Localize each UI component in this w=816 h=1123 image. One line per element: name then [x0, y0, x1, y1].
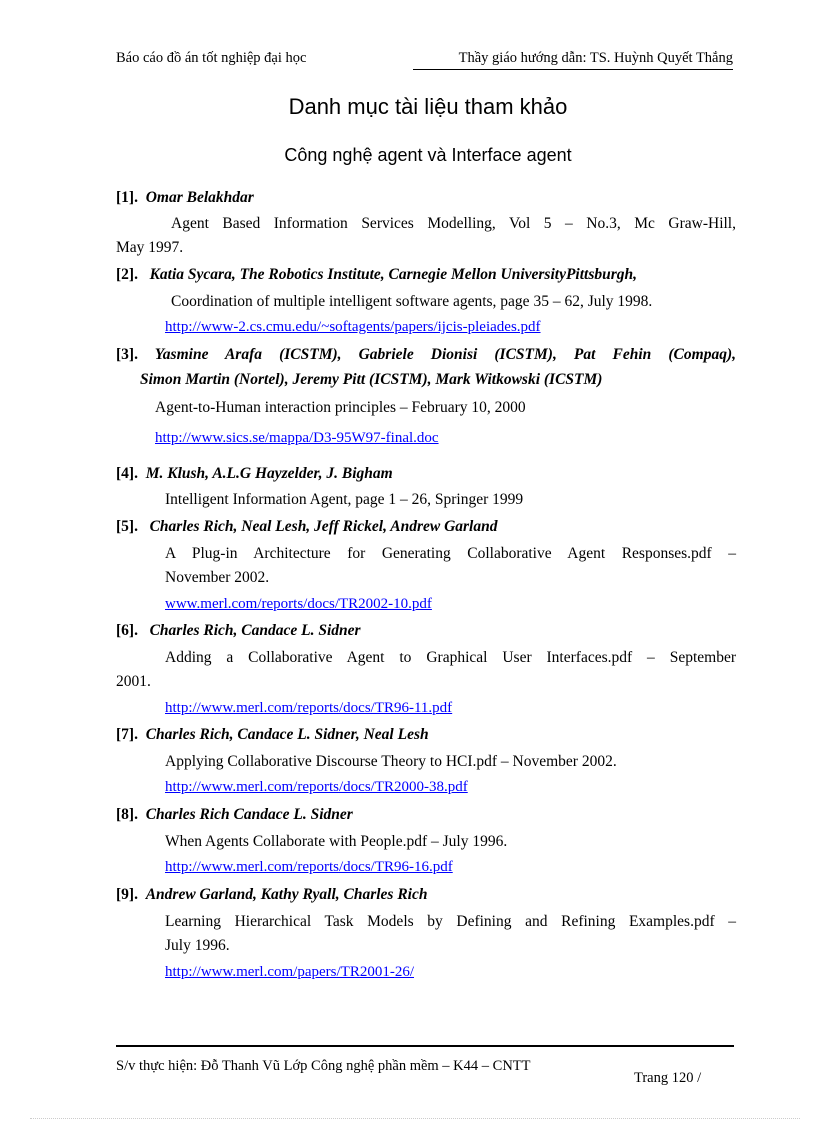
- ref-authors: Katia Sycara, The Robotics Institute, Carnegie Mellon UniversityPittsburgh,: [149, 266, 638, 283]
- ref-3-link[interactable]: http://www.sics.se/mappa/D3-95W97-final.doc: [155, 430, 439, 446]
- ref-4-text1: Intelligent Information Agent, page 1 – 26, Springer 1999: [165, 491, 524, 508]
- ref-6-link[interactable]: http://www.merl.com/reports/docs/TR96-11.pdf: [165, 700, 453, 716]
- ref-number: [5].: [116, 518, 138, 535]
- ref-2-header: [116, 266, 637, 284]
- ref-2-text1: Coordination of multiple intelligent software agents, page 35 – 62, July 1998.: [171, 293, 653, 310]
- ref-authors: M. Klush, A.L.G Hayzelder, J. Bigham: [145, 465, 393, 482]
- ref-number: [2].: [116, 266, 138, 283]
- ref-number: [3].: [116, 346, 138, 363]
- ref-3-header: [116, 346, 736, 364]
- ref-6-text2: 2001.: [116, 673, 151, 690]
- page-edge-divider: [30, 1118, 800, 1119]
- ref-authors: Charles Rich, Candace L. Sidner, Neal Lesh: [145, 726, 429, 743]
- ref-number: [8].: [116, 806, 138, 823]
- page-subtitle: Công nghệ agent và Interface agent: [284, 145, 572, 165]
- ref-9-text2: July 1996.: [165, 937, 230, 954]
- ref-1-header: [116, 189, 254, 207]
- header-right: Thầy giáo hướng dẫn: TS. Huỳnh Quyết Thắng: [413, 50, 733, 70]
- ref-1-text2: May 1997.: [116, 239, 184, 256]
- ref-authors: Charles Rich Candace L. Sidner: [145, 806, 353, 823]
- ref-8-text1: When Agents Collaborate with People.pdf – July 1996.: [165, 833, 508, 850]
- ref-authors: Andrew Garland, Kathy Ryall, Charles Rich: [145, 886, 428, 903]
- ref-7-link[interactable]: http://www.merl.com/reports/docs/TR2000-38.pdf: [165, 779, 468, 795]
- ref-number: [6].: [116, 622, 138, 639]
- ref-5-text2: November 2002.: [165, 569, 270, 586]
- ref-authors: Charles Rich, Candace L. Sidner: [149, 622, 361, 639]
- ref-3-text1: Agent-to-Human interaction principles – February 10, 2000: [155, 399, 526, 416]
- ref-9-link[interactable]: http://www.merl.com/papers/TR2001-26/: [165, 964, 414, 980]
- ref-authors: Yasmine Arafa (ICSTM), Gabriele Dionisi (ICSTM), Pat Fehin (Compaq),: [154, 346, 736, 363]
- ref-2-link[interactable]: http://www-2.cs.cmu.edu/~softagents/papers/ijcis-pleiades.pdf: [165, 319, 541, 335]
- ref-authors: Charles Rich, Neal Lesh, Jeff Rickel, Andrew Garland: [149, 518, 498, 535]
- ref-number: [7].: [116, 726, 138, 743]
- ref-5-header: [116, 518, 497, 536]
- ref-4-header: [116, 465, 393, 483]
- ref-7-header: [116, 726, 429, 744]
- ref-5-text1: A Plug-in Architecture for Generating Collaborative Agent Responses.pdf –: [165, 545, 736, 562]
- page-title: Danh mục tài liệu tham khảo: [288, 94, 568, 119]
- ref-number: [9].: [116, 886, 138, 903]
- ref-5-link[interactable]: www.merl.com/reports/docs/TR2002-10.pdf: [165, 596, 432, 612]
- ref-8-link[interactable]: http://www.merl.com/reports/docs/TR96-16.pdf: [165, 859, 453, 875]
- ref-8-header: [116, 806, 353, 824]
- ref-number: [1].: [116, 189, 138, 206]
- ref-1-text1: Agent Based Information Services Modelling, Vol 5 – No.3, Mc Graw-Hill,: [171, 215, 736, 232]
- ref-number: [4].: [116, 465, 138, 482]
- ref-6-text1: Adding a Collaborative Agent to Graphical User Interfaces.pdf – September: [165, 649, 736, 666]
- footer-rule: [116, 1045, 734, 1047]
- ref-7-text1: Applying Collaborative Discourse Theory to HCI.pdf – November 2002.: [165, 753, 617, 770]
- ref-9-text1: Learning Hierarchical Task Models by Defining and Refining Examples.pdf –: [165, 913, 736, 930]
- ref-9-header: [116, 886, 428, 904]
- page-number: Trang 120 /: [634, 1070, 702, 1086]
- footer-left: S/v thực hiện: Đỗ Thanh Vũ Lớp Công nghệ phần mềm – K44 – CNTT: [116, 1058, 531, 1074]
- ref-6-header: [116, 622, 361, 640]
- header-left: Báo cáo đồ án tốt nghiệp đại học: [116, 50, 307, 66]
- ref-authors: Omar Belakhdar: [145, 189, 254, 206]
- ref-3-authors2: Simon Martin (Nortel), Jeremy Pitt (ICSTM), Mark Witkowski (ICSTM): [140, 371, 603, 388]
